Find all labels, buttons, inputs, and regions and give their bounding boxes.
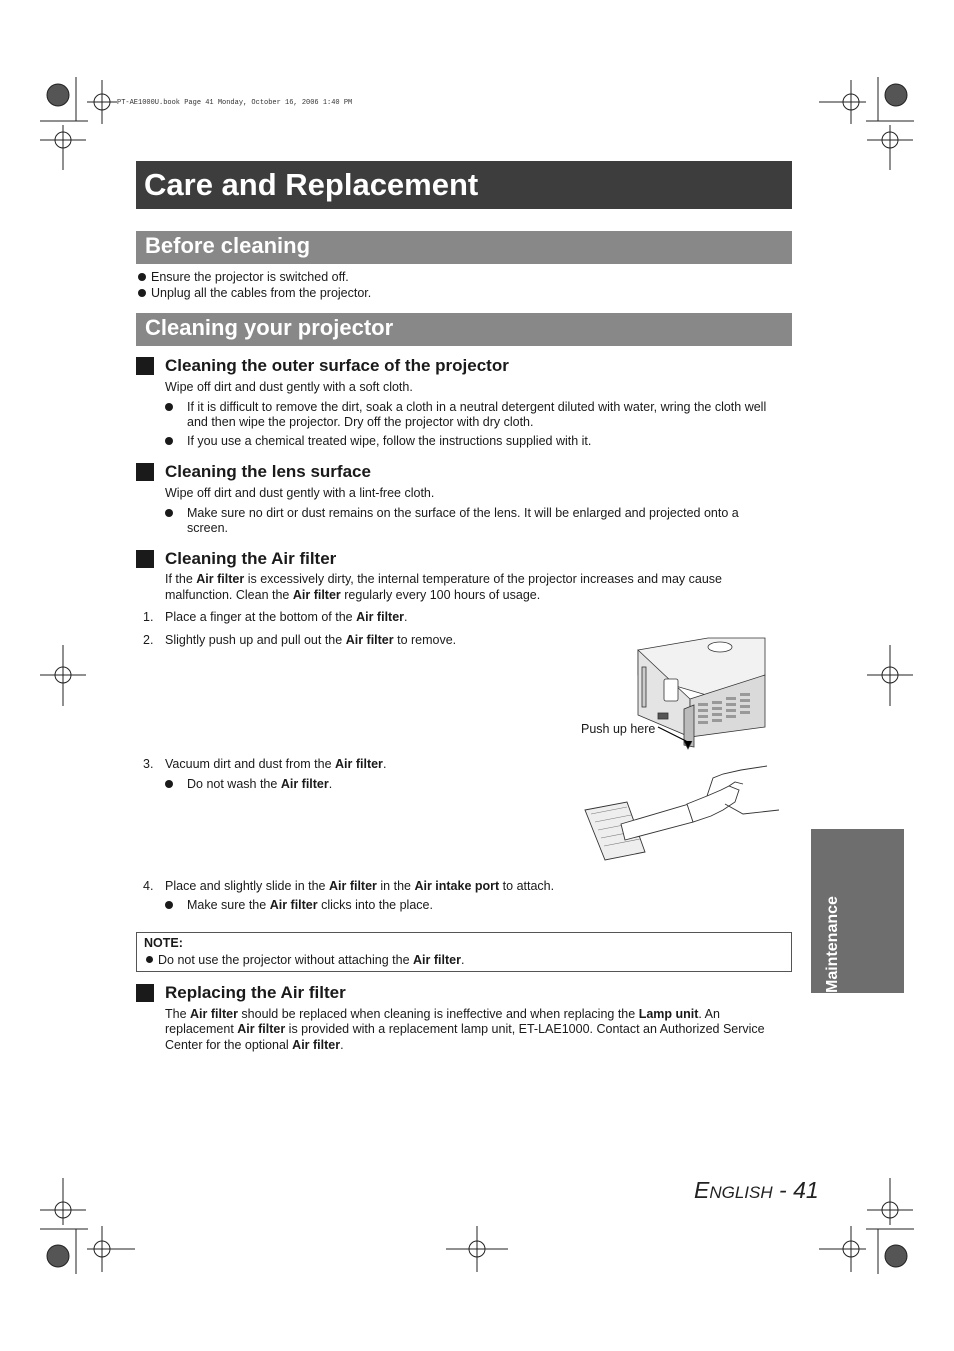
step-4-bullet: Make sure the Air filter clicks into the place.: [165, 898, 665, 913]
square-bullet-icon: [136, 357, 154, 375]
outer-surface-heading: Cleaning the outer surface of the projector: [136, 356, 509, 376]
maintenance-side-tab: [811, 829, 904, 993]
print-header: PT-AE1000U.book Page 41 Monday, October 16, 2006 1:40 PM: [117, 99, 353, 107]
section-before-cleaning-heading: Before cleaning: [136, 231, 792, 264]
page-footer: ENGLISH - 41: [694, 1177, 819, 1203]
square-bullet-icon: [136, 984, 154, 1002]
side-tab-label: Maintenance: [824, 896, 841, 993]
step-3-bullet: Do not wash the Air filter.: [165, 777, 565, 792]
replacing-text-line-1: The Air filter should be replaced when cleaning is ineffective and when replacing the Lamp unit. An: [165, 1007, 720, 1021]
outer-surface-intro: Wipe off dirt and dust gently with a soft cloth.: [165, 380, 413, 394]
bullet-icon: [165, 780, 173, 788]
replacing-heading: Replacing the Air filter: [136, 983, 346, 1003]
vacuum-illustration: [583, 764, 783, 861]
bullet-icon: [146, 956, 153, 963]
page-title: Care and Replacement: [136, 161, 792, 209]
outer-surface-bullet: If it is difficult to remove the dirt, soak a cloth in a neutral detergent diluted with water, wring the cloth well and then wipe the projector. Dry off the projector with dry cloth.: [165, 400, 791, 430]
bullet-icon: [165, 509, 173, 517]
section-cleaning-projector-heading: Cleaning your projector: [136, 313, 792, 346]
square-bullet-icon: [136, 550, 154, 568]
air-filter-heading: Cleaning the Air filter: [136, 549, 336, 569]
bullet-icon: [138, 273, 146, 281]
before-cleaning-bullet: Ensure the projector is switched off.: [138, 269, 349, 285]
note-text: Do not use the projector without attaching the Air filter.: [146, 952, 464, 968]
lens-bullet: Make sure no dirt or dust remains on the surface of the lens. It will be enlarged and projected onto a screen.: [165, 506, 791, 536]
replacing-text-line-3: Center for the optional Air filter.: [165, 1038, 344, 1052]
bullet-icon: [138, 289, 146, 297]
step-2: 2. Slightly push up and pull out the Air filter to remove.: [143, 633, 457, 647]
bullet-icon: [165, 403, 173, 411]
outer-surface-bullet: If you use a chemical treated wipe, follow the instructions supplied with it.: [165, 434, 791, 449]
air-filter-intro: If the Air filter is excessively dirty, the internal temperature of the projector increases and may cause: [165, 572, 722, 586]
note-label: NOTE:: [144, 936, 183, 950]
lens-intro: Wipe off dirt and dust gently with a lint-free cloth.: [165, 486, 435, 500]
bullet-icon: [165, 437, 173, 445]
push-up-here-label: Push up here: [581, 722, 656, 736]
bullet-icon: [165, 901, 173, 909]
square-bullet-icon: [136, 463, 154, 481]
step-3: 3. Vacuum dirt and dust from the Air filter.: [143, 757, 387, 771]
air-filter-intro-2: malfunction. Clean the Air filter regularly every 100 hours of usage.: [165, 588, 541, 602]
lens-heading: Cleaning the lens surface: [136, 462, 371, 482]
before-cleaning-bullet: Unplug all the cables from the projector.: [138, 285, 371, 301]
replacing-text-line-2: replacement Air filter is provided with a replacement lamp unit, ET-LAE1000. Contact an Authorized Service: [165, 1022, 765, 1036]
step-4: 4. Place and slightly slide in the Air filter in the Air intake port to attach.: [143, 879, 555, 893]
step-1: 1. Place a finger at the bottom of the Air filter.: [143, 610, 408, 624]
